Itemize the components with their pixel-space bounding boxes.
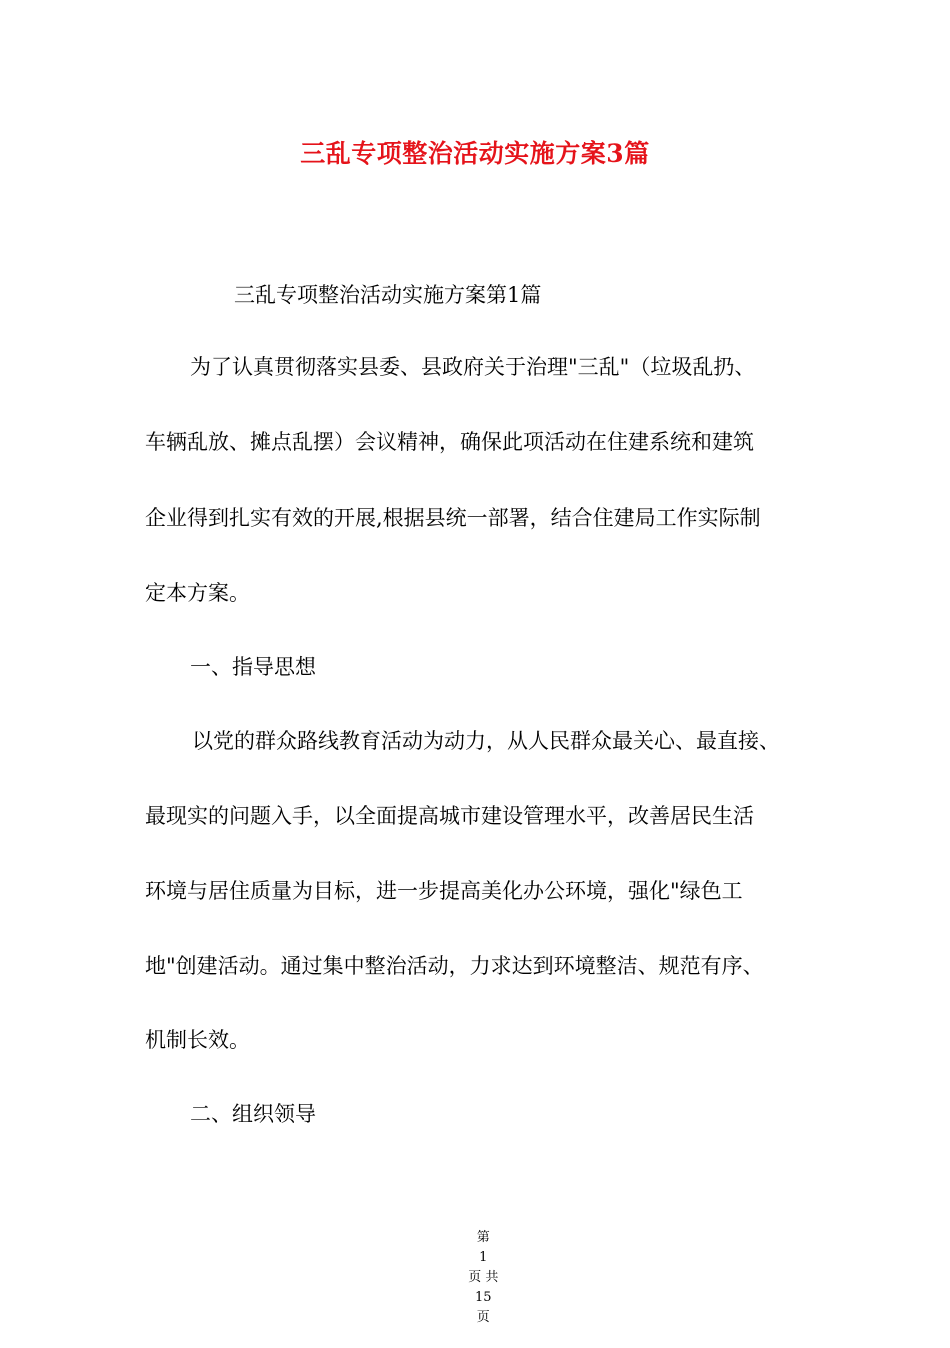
section-heading-organization: 二、组织领导 <box>190 1102 316 1126</box>
section-heading-part-1: 三乱专项整治活动实施方案第1篇 <box>234 283 542 307</box>
paragraph-line: 机制长效。 <box>145 1028 250 1052</box>
paragraph-line: 最现实的问题入手，以全面提高城市建设管理水平，改善居民生活 <box>145 804 754 828</box>
footer-suffix: 页 <box>476 1310 490 1325</box>
document-title: 三乱专项整治活动实施方案3篇 <box>300 139 650 168</box>
footer-prefix: 第 <box>476 1230 490 1245</box>
page-footer <box>0 1208 950 1348</box>
paragraph-line: 地"创建活动。通过集中整治活动，力求达到环境整洁、规范有序、 <box>145 954 764 978</box>
section-heading-guiding-ideology: 一、指导思想 <box>190 655 316 679</box>
paragraph-line: 以党的群众路线教育活动为动力，从人民群众最关心、最直接、 <box>192 729 780 753</box>
footer-total-pages: 15 <box>474 1290 492 1305</box>
paragraph-line: 车辆乱放、摊点乱摆）会议精神，确保此项活动在住建系统和建筑 <box>145 430 754 454</box>
paragraph-line: 为了认真贯彻落实县委、县政府关于治理"三乱"（垃圾乱扔、 <box>190 355 756 379</box>
footer-current-page: 1 <box>479 1250 488 1265</box>
paragraph-line: 定本方案。 <box>145 581 250 605</box>
footer-mid: 页 共 <box>468 1270 499 1285</box>
paragraph-line: 企业得到扎实有效的开展,根据县统一部署，结合住建局工作实际制 <box>145 506 761 530</box>
paragraph-line: 环境与居住质量为目标，进一步提高美化办公环境，强化"绿色工 <box>145 879 743 903</box>
